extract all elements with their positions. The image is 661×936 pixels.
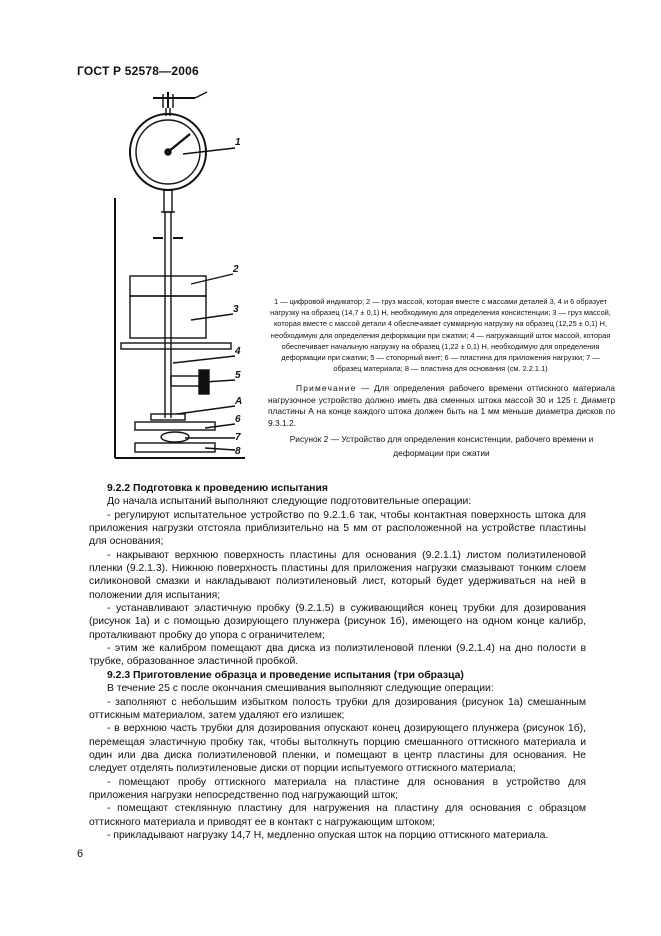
callout-1: 1 <box>235 137 241 148</box>
section-923-item: - заполняют с небольшим избытком полость трубки для дозирования (рисунок 1а) смешанным оттискным материалом, затем удаляют его излишек; <box>89 696 586 721</box>
callout-7: 7 <box>235 432 241 443</box>
callout-2: 2 <box>233 264 239 275</box>
section-922-intro: До начала испытаний выполняют следующие подготовительные операции: <box>107 496 472 508</box>
note-label: Примечание <box>296 383 357 393</box>
section-923-intro: В течение 25 с после окончания смешивания выполняют следующие операции: <box>107 683 494 695</box>
callout-6: 6 <box>235 414 241 425</box>
section-922-title: 9.2.2 Подготовка к проведению испытания <box>107 483 328 494</box>
section-923-item: - помещают пробу оттискного материала на пластине для основания в устройство для приложения нагрузки непосредственно под нагружающий шток; <box>89 776 586 801</box>
section-922-item: - накрывают верхнюю поверхность пластины для основания (9.2.1.1) листом полиэтиленовой пленки (9.2.1.3). Нижнюю поверхность пластины для приложения нагрузки смазывают тонким слоем силиконовой смазки и накладывают полиэтиленовый лист, который будет удерживаться на ней в положении для испытания; <box>89 549 586 601</box>
figure-caption: Рисунок 2 — Устройство для определения консистенции, рабочего времени и деформации при сжатии <box>289 434 594 458</box>
section-922-item: - регулируют испытательное устройство по 9.2.1.6 так, чтобы контактная поверхность штока для приложения нагрузки отстояла приблизительно на 5 мм от расположенной на устройстве пластины для основания; <box>89 509 586 548</box>
callout-3: 3 <box>233 304 239 315</box>
callout-8: 8 <box>235 446 241 457</box>
callout-a: А <box>235 396 243 407</box>
apparatus-drawing <box>95 88 260 468</box>
callout-5: 5 <box>235 370 241 381</box>
page-number: 6 <box>77 848 84 860</box>
document-header: ГОСТ Р 52578—2006 <box>77 64 199 78</box>
section-922-item: - устанавливают эластичную пробку (9.2.1.5) в суживающийся конец трубки для дозирования (рисунок 1а) и с помощью дозирующего плунжера (рисунок 1б), имеющего на одном конце калибр, проталкивают пробку до упора с ограничителем; <box>89 603 586 641</box>
body-text <box>89 482 586 842</box>
section-923-item: - прикладывают нагрузку 14,7 Н, медленно опуская шток на порцию оттискного материала. <box>107 829 549 841</box>
section-923-item: - в верхнюю часть трубки для дозирования опускают конец дозирующего плунжера (рисунок 1б), перемещая эластичную пробку так, чтобы вытолкнуть порцию смешанного оттискного материала и один или два диска полиэтиленовой пленки, и помещают в центр пластины для основания. Не следует отделять полиэтиленовые диски от порции испытуемого оттискного материала; <box>89 723 586 775</box>
section-922-item: - этим же калибром помещают два диска из полиэтиленовой пленки (9.2.1.4) на дно полости в трубке, образованное эластичной пробкой. <box>89 643 586 668</box>
section-923-title: 9.2.3 Приготовление образца и проведение испытания (три образца) <box>107 669 464 681</box>
figure-note <box>268 383 615 429</box>
figure-legend: 1 — цифровой индикатор; 2 — груз массой, которая вместе с массами деталей 3, 4 и 6 образует нагрузку на образец (14,7 ± 0,1) Н, необходимую для определения консистенции; 3 — груз массой, которая вместе с массой детали 4 обеспечивает суммарную нагрузку на образец (12,25 ± 0,1) Н, необходимую для определения деформации при сжатии; 4 — нагружающий шток массой, которая обеспечивает начальную нагрузку на образец (1,22 ± 0,1) Н, необходимую для определения деформации при сжатии; 5 — стопорный винт; 6 — пластина для приложения нагрузки; 7 — образец материала; 8 — пластина для основания (см. 2.2.1.1) <box>270 297 611 374</box>
callout-4: 4 <box>235 346 241 357</box>
note-text: — Для определения рабочего времени оттискного материала нагрузочное устройство должно иметь два сменных штока массой 30 и 125 г. Диаметр пластины А на конце каждого штока должен быть на 1 мм меньше диаметра дисков по 9.3.1.2. <box>268 383 615 428</box>
section-923-item: - помещают стеклянную пластину для нагружения на пластину для основания с образцом оттискного материала и приводят ее в контакт с нагружающим штоком; <box>89 803 586 828</box>
